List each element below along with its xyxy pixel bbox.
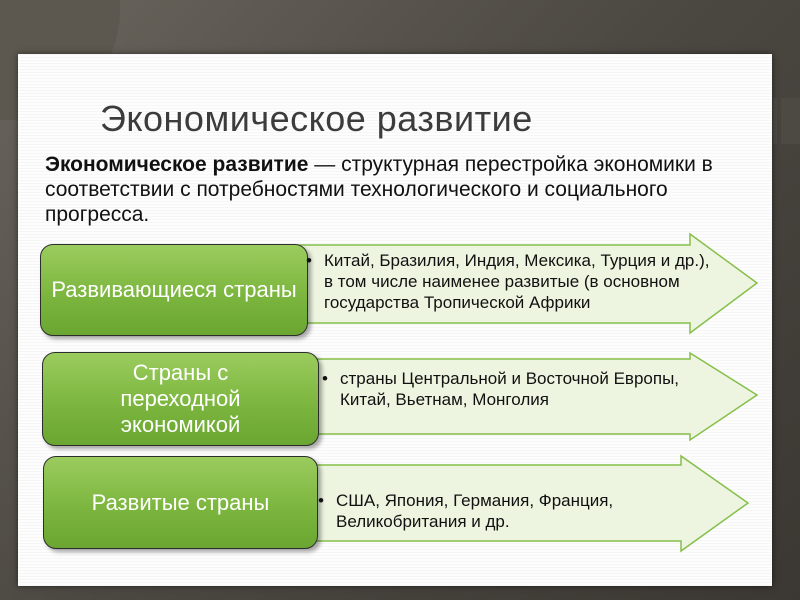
definition-text: — структурная перестройка экономики в соответствии с потребностями технологического и социального прогресса. xyxy=(45,153,713,226)
slide-title: Экономическое развитие xyxy=(100,98,533,139)
definition-paragraph xyxy=(45,152,725,227)
row-3-category-box xyxy=(43,456,318,549)
definition-term: Экономическое развитие xyxy=(45,153,309,176)
row-2-bullet-item: • страны Центральной и Восточной Европы, Китай, Вьетнам, Монголия xyxy=(322,368,702,410)
row-3-bullet-list xyxy=(318,490,718,532)
row-1-bullet-item: • Китай, Бразилия, Индия, Мексика, Турция и др.), в том числе наименее развитые (в основном государства Тропической Африки xyxy=(306,250,716,313)
row-1-bullet-list xyxy=(306,250,716,313)
row-2-category-box xyxy=(42,352,319,446)
row-3-bullet-item: • США, Япония, Германия, Франция, Великобритания и др. xyxy=(318,490,718,532)
row-1-category-box xyxy=(40,244,308,336)
row-2-category-label: Страны с переходной экономикой xyxy=(120,360,241,437)
row-2-bullet-list xyxy=(322,368,702,410)
row-1-category-label: Развивающиеся страны xyxy=(51,277,297,302)
row-3-category-label: Развитые страны xyxy=(91,489,270,515)
